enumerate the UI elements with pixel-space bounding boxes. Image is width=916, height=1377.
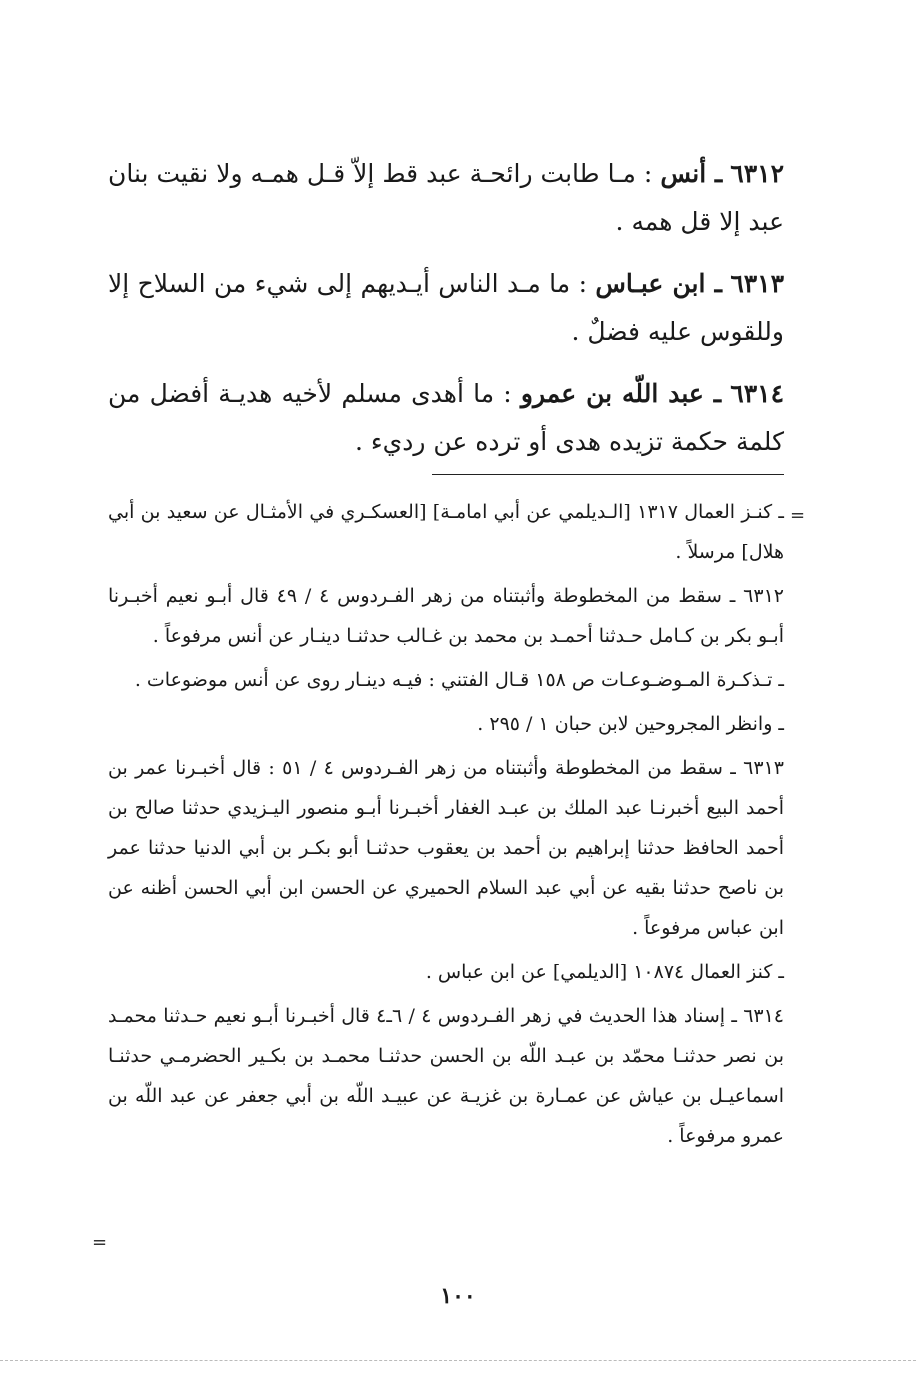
margin-mark-bottom: = (92, 1232, 108, 1253)
hadith-text: : ما مـد الناس أيـديهم إلى شيء من السلاح إلا وللقوس عليه فضلٌ . (108, 269, 784, 346)
hadith-text: : ما أهدى مسلم لأخيه هديـة أفضل من كلمة حكمة تزيده هدى أو ترده عن رديء . (108, 379, 784, 456)
hadith-list (108, 150, 784, 480)
footnote: ـ تـذكـرة المـوضـوعـات ص ١٥٨ قـال الفتني : فيـه دينـار روى عن أنس موضوعات . (134, 669, 784, 691)
footnotes (108, 492, 784, 1160)
hadith-narrator: ابن عبـاس (595, 269, 706, 298)
footnote: ٦٣١٢ ـ سقط من المخطوطة وأثبتناه من زهر الفـردوس ٤ / ٤٩ قال أبـو نعيم أخبـرنا أبـو بكر بن كـامل حـدثنا أحمـد بن محمد بن غـالب حدثنـا دينـار عن أنس مرفوعاً . (108, 585, 784, 647)
footnote-separator (432, 474, 784, 475)
hadith-entry: ٦٣١٢ ـ أنس : مـا طابت رائحـة عبد قط إلاّ قـل همـه ولا نقيت بنان عبد إلا قل همه . (108, 159, 785, 236)
hadith-text: : مـا طابت رائحـة عبد قط إلاّ قـل همـه ولا نقيت بنان عبد إلا قل همه . (108, 159, 784, 236)
page-number: ١٠٠ (440, 1283, 476, 1309)
footnote: ـ كنز العمال ١٠٨٧٤ [الديلمي] عن ابن عباس . (425, 961, 784, 983)
hadith-number: ٦٣١٤ (730, 379, 784, 408)
hadith-number: ٦٣١٢ (730, 159, 785, 188)
footnote: ٦٣١٤ ـ إسناد هذا الحديث في زهر الفـردوس ٤ / ٦ـ٤ قال أخبـرنا أبـو نعيم حـدثنا محمـد بن نصر حدثنـا محمّد بن عبـد اللّه بن الحسن حدثنـا محمـد بن بكـير الحضرمـي حدثنـا اسماعيـل بن عياش عن عمـارة بن غزيـة عن عبيـد اللّه بن أبي جعفر عن عبد اللّه بن عمرو مرفوعاً . (108, 1005, 785, 1147)
hadith-entry: ٦٣١٤ ـ عبد اللّه بن عمرو : ما أهدى مسلم لأخيه هديـة أفضل من كلمة حكمة تزيده هدى أو ترده عن رديء . (108, 379, 784, 456)
margin-mark-top: = (790, 505, 806, 526)
scan-edge-line (0, 1360, 916, 1361)
footnote: ـ كنـز العمال ١٣١٧ [الـديلمي عن أبي امامـة] [العسكـري في الأمثـال عن سعيد بن أبي هلال] مرسلاً . (108, 501, 784, 563)
footnote: ٦٣١٣ ـ سقط من المخطوطة وأثبتناه من زهر الفـردوس ٤ / ٥١ : قال أخبـرنا عمر بن أحمد البيع أخبرنـا عبد الملك بن عبـد الغفار أخبـرنا أبـو منصور اليـزيدي حدثنا صالح بن أحمد الحافظ حدثنا إبراهيم بن أحمد بن يعقوب حدثنـا أبو بكـر بن أبي الدنيا حدثنا عمر بن ناصح حدثنا بقيه عن أبي عبد السلام الحميري عن الحسن ابن أبي الحسن أظنه عن ابن عباس مرفوعاً . (108, 757, 784, 939)
hadith-number: ٦٣١٣ (730, 269, 785, 298)
hadith-narrator: أنس (660, 159, 707, 188)
hadith-narrator: عبد اللّه بن عمرو (520, 379, 704, 408)
footnote: ـ وانظر المجروحين لابن حبان ١ / ٢٩٥ . (477, 713, 784, 735)
hadith-entry: ٦٣١٣ ـ ابن عبـاس : ما مـد الناس أيـديهم إلى شيء من السلاح إلا وللقوس عليه فضلٌ . (108, 269, 785, 346)
